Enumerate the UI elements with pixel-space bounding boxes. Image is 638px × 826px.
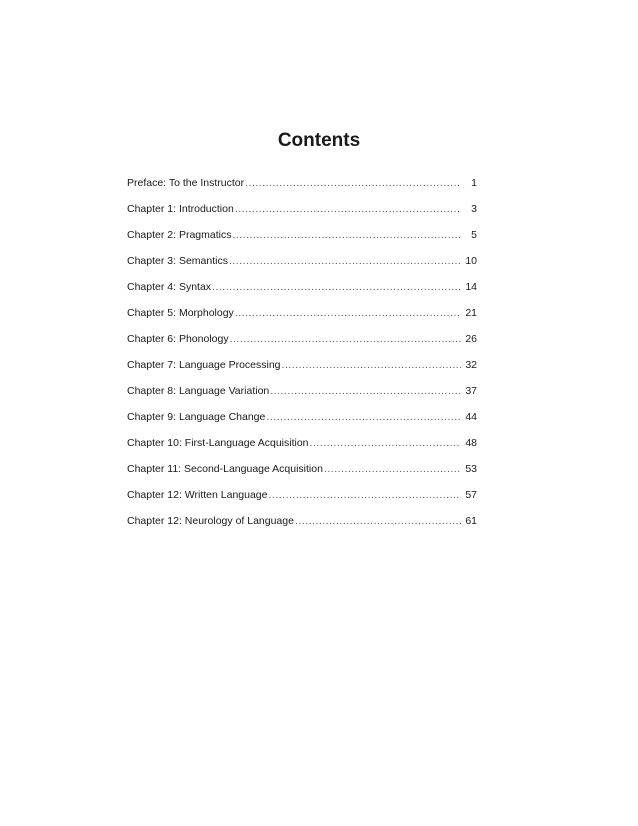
toc-entry-label: Chapter 10: First-Language Acquisition: [127, 437, 309, 449]
toc-page-number: 5: [471, 229, 477, 241]
toc-page-number: 48: [465, 437, 477, 449]
toc-dot-leader: [212, 280, 461, 294]
toc-page-number: 37: [465, 385, 477, 397]
toc-entry-chapter-9: [127, 410, 477, 436]
toc-entry-chapter-5: [127, 306, 477, 332]
page-title: Contents: [277, 130, 361, 151]
toc-dot-leader: [324, 462, 461, 476]
toc-entry-chapter-7: [127, 358, 477, 384]
toc-dot-leader: [268, 488, 461, 502]
toc-entry-label: Chapter 5: Morphology: [127, 307, 234, 319]
toc-page-number: 10: [465, 255, 477, 267]
toc-page-number: 61: [465, 515, 477, 527]
toc-dot-leader: [270, 384, 461, 398]
toc-entry-chapter-10: [127, 436, 477, 462]
toc-entry-label: Chapter 4: Syntax: [127, 281, 212, 293]
toc-entry-chapter-1: [127, 202, 477, 228]
toc-entry-preface: [127, 176, 477, 202]
toc-entry-chapter-12-neurology: [127, 514, 477, 540]
toc-entry-label: Chapter 12: Neurology of Language: [127, 515, 294, 527]
toc-entry-label: Chapter 7: Language Processing: [127, 359, 281, 371]
toc-entry-chapter-8: [127, 384, 477, 410]
toc-dot-leader: [229, 254, 461, 268]
toc-page-number: 53: [465, 463, 477, 475]
toc-page-number: 1: [471, 177, 477, 189]
toc-dot-leader: [232, 228, 461, 242]
toc-entry-chapter-4: [127, 280, 477, 306]
toc-entry-chapter-6: [127, 332, 477, 358]
toc-entry-label: Chapter 3: Semantics: [127, 255, 228, 267]
toc-dot-leader: [235, 306, 461, 320]
toc-entry-label: Chapter 2: Pragmatics: [127, 229, 232, 241]
toc-page-number: 21: [465, 307, 477, 319]
toc-entry-label: Preface: To the Instructor: [127, 177, 245, 189]
toc-page-number: 14: [465, 281, 477, 293]
toc-dot-leader: [295, 514, 461, 528]
toc-page-number: 44: [465, 411, 477, 423]
toc-entry-chapter-12-written: [127, 488, 477, 514]
toc-entry-chapter-2: [127, 228, 477, 254]
toc-entry-label: Chapter 11: Second-Language Acquisition: [127, 463, 323, 475]
toc-dot-leader: [282, 358, 461, 372]
toc-entry-chapter-3: [127, 254, 477, 280]
toc-dot-leader: [310, 436, 461, 450]
toc-page-number: 32: [465, 359, 477, 371]
toc-entry-label: Chapter 9: Language Change: [127, 411, 266, 423]
toc-page-number: 3: [471, 203, 477, 215]
toc-dot-leader: [230, 332, 461, 346]
toc-page-number: 26: [465, 333, 477, 345]
toc-dot-leader: [266, 410, 461, 424]
toc-page-number: 57: [465, 489, 477, 501]
toc-entry-label: Chapter 6: Phonology: [127, 333, 229, 345]
toc-entry-label: Chapter 8: Language Variation: [127, 385, 270, 397]
table-of-contents: [127, 176, 477, 540]
toc-entry-label: Chapter 1: Introduction: [127, 203, 234, 215]
toc-entry-chapter-11: [127, 462, 477, 488]
toc-entry-label: Chapter 12: Written Language: [127, 489, 268, 501]
toc-dot-leader: [235, 202, 461, 216]
toc-dot-leader: [245, 176, 461, 190]
